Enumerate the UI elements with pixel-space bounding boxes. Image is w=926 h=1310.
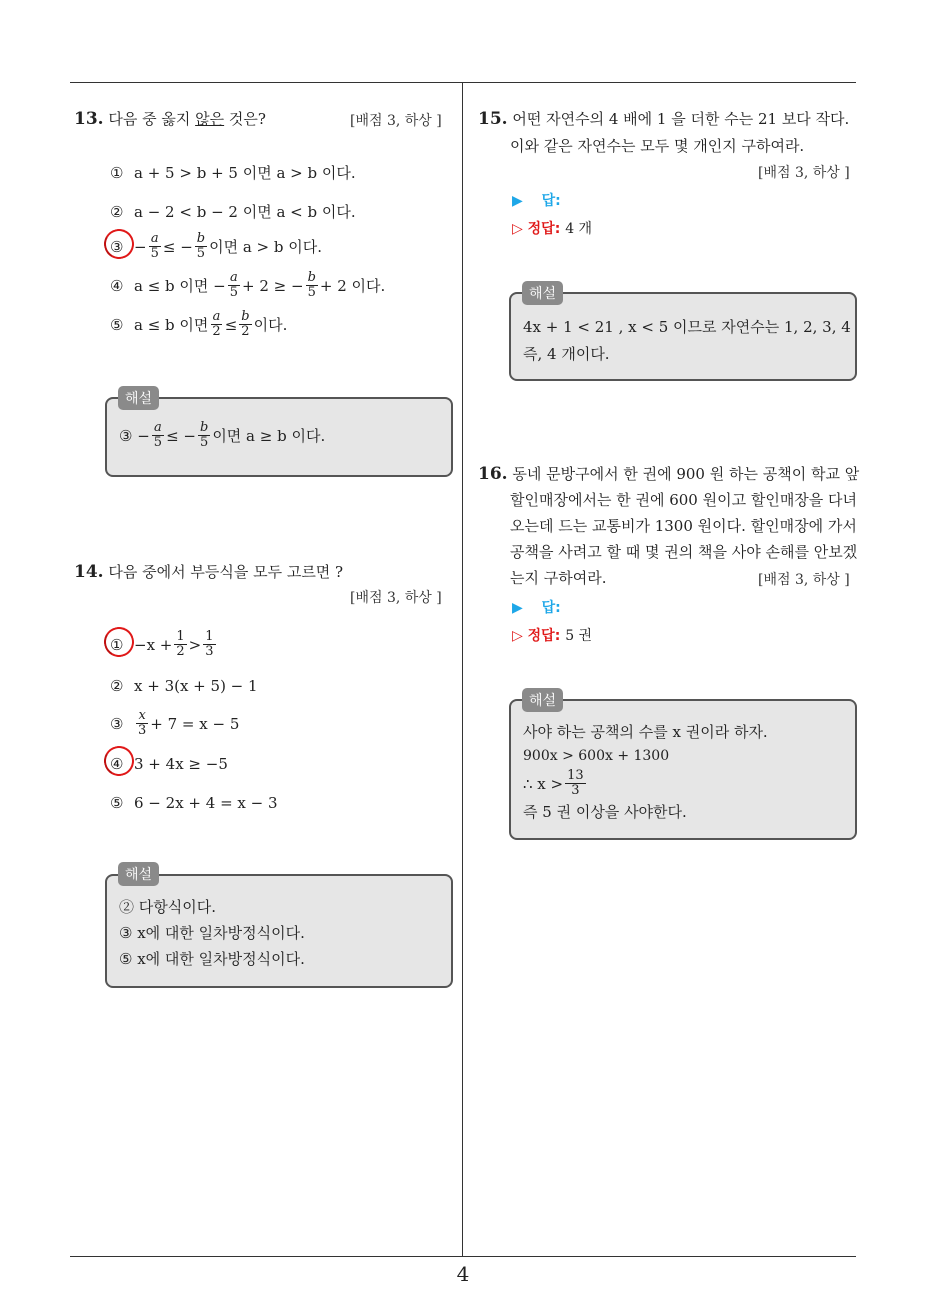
q15-question [478, 108, 849, 129]
q16-explanation-box [509, 699, 857, 840]
play-filled-icon: ▶ [512, 600, 523, 616]
q13-text-after: 것은? [224, 110, 266, 128]
numerator: b [199, 420, 209, 435]
choice-text: 6 − 2x + 4 = x − 3 [134, 794, 278, 812]
q14-explanation-box [105, 874, 453, 988]
q16-line-4: 공책을 사려고 할 때 몇 권의 책을 사야 손해를 안보겠 [510, 543, 858, 561]
choice-post: + 2 이다. [319, 277, 386, 295]
numerator: a [229, 270, 238, 285]
q13-number: 13. [74, 109, 104, 129]
fraction [198, 421, 210, 450]
q15-explanation-tag: 해설 [522, 281, 563, 305]
q16-number: 16. [478, 464, 508, 484]
q15-answer-row[interactable] [512, 190, 561, 210]
denominator: 3 [571, 783, 580, 798]
denominator: 5 [200, 435, 209, 450]
explain-pre: ③ − [119, 426, 150, 445]
top-rule [70, 82, 856, 83]
q14-question [74, 561, 343, 582]
choice-number-wrap [110, 636, 134, 654]
q16-answer-row[interactable] [512, 597, 561, 617]
q15-explain-line-2: 즉, 4 개이다. [523, 345, 610, 363]
selected-circle-mark [101, 623, 138, 660]
choice-number: ① [110, 163, 124, 182]
q16-explanation-tag: 해설 [522, 688, 563, 712]
fraction [565, 769, 586, 798]
q14-choice-2[interactable] [110, 677, 258, 695]
q14-explanation-tag: 해설 [118, 862, 159, 886]
denominator: 3 [138, 723, 147, 738]
choice-number: ③ [110, 237, 124, 256]
choice-pre: a ≤ b 이면 − [134, 277, 226, 295]
choice-post: 이다. [253, 316, 288, 334]
q14-explain-line-1: ② 다항식이다. [119, 898, 216, 916]
q16-explain-line-4: 즉 5 권 이상을 사야한다. [523, 803, 687, 821]
correct-value: 5 권 [565, 628, 593, 644]
fraction [239, 310, 251, 339]
numerator: 1 [205, 629, 214, 644]
choice-pre: −x + [134, 635, 173, 654]
q13-meta: [배점 3, 하상 ] [350, 113, 442, 129]
numerator: 13 [567, 768, 584, 783]
q14-choice-1[interactable] [110, 630, 218, 659]
q16-explain-line-2: 900x > 600x + 1300 [523, 748, 670, 764]
q14-number: 14. [74, 562, 104, 582]
q15-meta: [배점 3, 하상 ] [758, 165, 850, 181]
choice-text: a + 5 > b + 5 이면 a > b 이다. [134, 164, 356, 182]
choice-number: ① [110, 635, 124, 654]
fraction [149, 232, 161, 261]
choice-number: ④ [110, 276, 124, 295]
q15-line-1: 어떤 자연수의 4 배에 1 을 더한 수는 21 보다 작다. [512, 110, 850, 128]
numerator: a [212, 309, 221, 324]
q13-text-underline: 않은 [195, 110, 225, 128]
choice-text: x + 3(x + 5) − 1 [134, 677, 258, 695]
q16-line-5: 는지 구하여라. [510, 569, 607, 587]
numerator: 1 [176, 629, 185, 644]
denominator: 2 [212, 324, 221, 339]
fraction [136, 709, 148, 738]
numerator: b [307, 270, 316, 285]
q15-explain-line-1: 4x + 1 < 21 , x < 5 이므로 자연수는 1, 2, 3, 4 [523, 318, 851, 336]
fraction [306, 271, 318, 300]
fraction [210, 310, 222, 339]
choice-number: ④ [110, 755, 124, 773]
q13-explanation-box [105, 397, 453, 477]
explain-mid: ≤ − [166, 426, 196, 445]
numerator: b [196, 231, 206, 246]
choice-mid: > [188, 635, 202, 654]
correct-label: 정답: [527, 221, 561, 237]
choice-number: ② [110, 677, 124, 695]
q13-explanation-text [119, 421, 325, 450]
denominator: 2 [241, 324, 250, 339]
q14-explain-line-3: ⑤ x에 대한 일차방정식이다. [119, 950, 305, 968]
denominator: 5 [150, 246, 159, 261]
q16-line-2: 할인매장에서는 한 권에 600 원이고 할인매장을 다녀 [510, 491, 858, 509]
q14-choice-4[interactable] [110, 755, 228, 773]
numerator: a [150, 231, 159, 246]
q14-explain-line-2: ③ x에 대한 일차방정식이다. [119, 924, 305, 942]
explain-pre: ∴ x > [523, 774, 564, 793]
denominator: 5 [153, 435, 163, 450]
choice-pre: a ≤ b 이면 [134, 316, 209, 334]
choice-number: ③ [110, 714, 124, 733]
denominator: 5 [229, 285, 239, 300]
choice-pre: − [134, 237, 147, 256]
q13-question [74, 108, 266, 129]
answer-label: 답: [541, 600, 561, 616]
page-number: 4 [456, 1262, 470, 1286]
fraction [228, 271, 240, 300]
choice-number: ⑤ [110, 794, 124, 812]
q16-meta: [배점 3, 하상 ] [758, 572, 850, 588]
choice-number: ② [110, 202, 124, 221]
q13-choice-1[interactable] [110, 162, 356, 183]
q15-line-2: 이와 같은 자연수는 모두 몇 개인지 구하여라. [510, 137, 805, 155]
q14-choice-3[interactable] [110, 709, 239, 738]
choice-mid: ≤ − [162, 237, 193, 256]
choice-number: ⑤ [110, 315, 124, 334]
q13-choice-4[interactable] [110, 271, 385, 300]
play-outline-icon: ▷ [512, 628, 523, 644]
fraction [195, 232, 207, 261]
choice-mid: + 2 ≥ − [242, 276, 304, 295]
correct-label: 정답: [527, 628, 561, 644]
q13-text-before: 다음 중 옳지 [108, 110, 196, 128]
q13-choice-5[interactable] [110, 310, 287, 339]
answer-label: 답: [541, 193, 561, 209]
choice-text: 3 + 4x ≥ −5 [134, 755, 228, 773]
denominator: 5 [196, 246, 206, 261]
numerator: x [138, 708, 146, 723]
choice-post: 이면 a > b 이다. [209, 238, 323, 256]
q16-line-3: 오는데 드는 교통비가 1300 원이다. 할인매장에 가서 [510, 517, 857, 535]
denominator: 3 [205, 644, 214, 659]
q13-choice-3[interactable] [110, 232, 322, 261]
play-outline-icon: ▷ [512, 221, 523, 237]
fraction [152, 421, 164, 450]
q16-explain-line-3 [523, 769, 588, 798]
q16-line-1: 동네 문방구에서 한 권에 900 원 하는 공책이 학교 앞 [512, 465, 860, 483]
bottom-rule [70, 1256, 856, 1257]
play-filled-icon: ▶ [512, 193, 523, 209]
choice-number-wrap [110, 755, 134, 773]
denominator: 2 [176, 644, 185, 659]
denominator: 5 [307, 285, 316, 300]
q16-explain-line-1: 사야 하는 공책의 수를 x 권이라 하자. [523, 723, 768, 741]
q14-text: 다음 중에서 부등식을 모두 고르면 ? [108, 563, 344, 581]
q15-number: 15. [478, 109, 508, 129]
q13-choice-2[interactable] [110, 201, 356, 222]
numerator: b [241, 309, 250, 324]
q14-choice-5[interactable] [110, 794, 278, 812]
correct-value: 4 개 [565, 221, 593, 237]
q15-explanation-box [509, 292, 857, 381]
choice-mid: ≤ [224, 315, 238, 334]
choice-text: a − 2 < b − 2 이면 a < b 이다. [134, 203, 356, 221]
fraction [174, 630, 186, 659]
fraction [203, 630, 215, 659]
column-divider [462, 83, 463, 1256]
selected-circle-mark [101, 225, 138, 262]
choice-number-wrap [110, 238, 134, 256]
q13-explanation-tag: 해설 [118, 386, 159, 410]
explain-post: 이면 a ≥ b 이다. [212, 427, 326, 445]
q16-question-line-1 [478, 463, 859, 484]
selected-circle-mark [101, 743, 138, 780]
choice-post: + 7 = x − 5 [150, 714, 240, 733]
numerator: a [154, 420, 162, 435]
q16-correct-row [512, 625, 592, 645]
q14-meta: [배점 3, 하상 ] [350, 590, 442, 606]
q15-correct-row [512, 218, 592, 238]
